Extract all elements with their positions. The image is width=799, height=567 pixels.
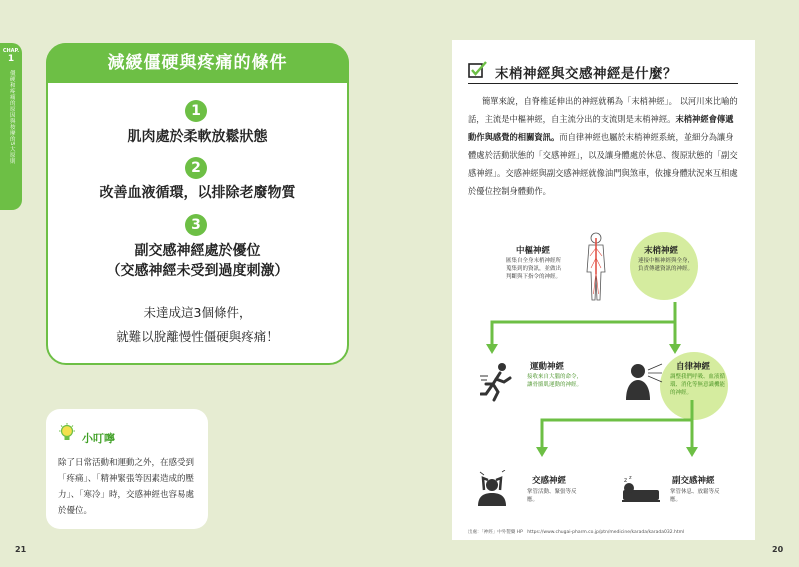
peripheral-label: 末梢神經 (644, 246, 679, 256)
sleeping-person-icon (620, 474, 662, 506)
chapter-subtitle: 僵硬和疼痛的原因與按摩的5大原則 (8, 69, 15, 164)
condition-3-note: （交感神經未受到過度刺激） (106, 263, 289, 279)
title-underline (468, 83, 738, 84)
page-number-left: 21 (15, 545, 27, 554)
condition-2-number: 2 (185, 157, 207, 179)
svg-text:z: z (629, 475, 632, 481)
sympathetic-label: 交感神經 (532, 476, 567, 486)
human-body-icon (581, 232, 611, 302)
chapter-tab (0, 43, 22, 210)
peripheral-desc: 連接中樞神經與全身，負責傳遞資訊的神經。 (638, 258, 694, 272)
page-number-right: 20 (772, 545, 784, 554)
sympathetic-desc: 掌管活動、緊張等反應。 (527, 489, 577, 503)
card-title: 減緩僵硬與疼痛的條件 (46, 43, 349, 83)
svg-text:z: z (624, 477, 628, 484)
motor-desc: 接收來自大腦的命令，讓骨骼肌運動的神經。 (527, 374, 583, 388)
condition-3-text: 副交感神經處於優位 (134, 243, 261, 259)
condition-1-text: 肌肉處於柔軟放鬆狀態 (127, 129, 268, 145)
autonomic-label: 自律神經 (676, 362, 711, 372)
stressed-person-icon (474, 470, 510, 506)
tip-title: 小叮嚀 (82, 432, 115, 445)
breathing-person-icon (624, 362, 664, 400)
right-body (468, 92, 740, 200)
lightbulb-icon (58, 423, 76, 445)
motor-label: 運動神經 (530, 362, 565, 372)
tip-body: 除了日常活動和運動之外，在感受到「疼痛」、「精神緊張等因素造成的壓力」、「寒冷」時，交感神經也容易處於優位。 (58, 458, 195, 516)
card-footer-line1: 未達成這3個條件， (143, 305, 252, 320)
chapter-number: 1 (7, 54, 15, 64)
condition-3-number: 3 (185, 214, 207, 236)
condition-1-number: 1 (185, 100, 207, 122)
right-title: 末梢神經與交感神經是什麼？ (495, 66, 677, 82)
running-person-icon (480, 362, 516, 402)
parasympathetic-label: 副交感神經 (672, 476, 715, 486)
parasympathetic-desc: 掌管休息、放鬆等反應。 (670, 489, 720, 503)
body-part-2-bold: 末梢神經會傳遞動作與感覺的相關資訊。 (468, 114, 734, 142)
chapter-label: CHAP. (2, 48, 20, 54)
central-desc: 匯集自全身末梢神經所蒐集到的資訊，並做出判斷與下指令的神經。 (506, 258, 562, 280)
body-part-3: 而自律神經也屬於末梢神經系統，並細分為讓身體處於活動狀態的「交感神經」，以及讓身體處於休息、復原狀態的「副交感神經」。交感神經與副交感神經就像油門與煞車，依據身體狀況來互相處於優位控制身體動作。 (468, 132, 738, 196)
checkbox-icon (468, 61, 488, 79)
central-label: 中樞神經 (516, 246, 551, 256)
condition-2-text: 改善血液循環，以排除老廢物質 (99, 185, 296, 201)
body-part-1: 簡單來說，自脊椎延伸出的神經就稱為「末梢神經」。 以河川來比喻的話，主流是中樞神經，自主流分出的支流則是末梢神經。 (468, 96, 738, 124)
autonomic-desc: 調整我們呼吸、血液循環、消化等無意識機能的神經。 (670, 374, 726, 396)
card-footer-line2: 就難以脫離慢性僵硬與疼痛！ (116, 329, 279, 344)
source-citation: 出處：「神經」中外製藥 HP https://www.chugai-pharm.co.jp/ptn/medicine/karada/karada032.html (468, 530, 685, 535)
